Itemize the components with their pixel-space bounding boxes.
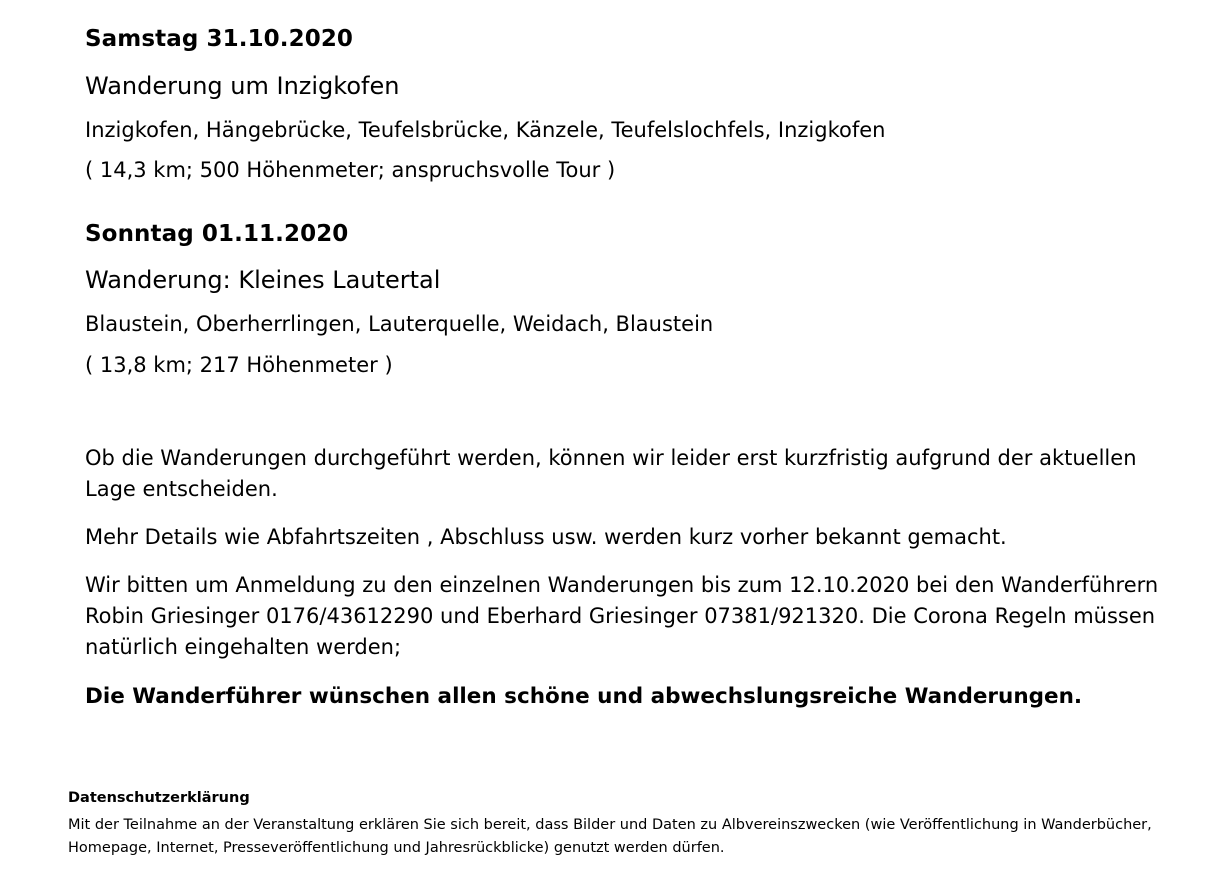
event-date: Samstag 31.10.2020 xyxy=(85,26,354,52)
event-date: Sonntag 01.11.2020 xyxy=(85,220,349,247)
note-paragraph: Ob die Wanderungen durchgeführt werden, können wir leider erst kurzfristig aufgrund der aktuellen Lage entscheiden. xyxy=(85,446,1137,502)
event-entry-1 xyxy=(85,22,1175,187)
event-title: Wanderung: Kleines Lautertal xyxy=(85,266,441,295)
event-route: Inzigkofen, Hängebrücke, Teufelsbrücke, Känzele, Teufelslochfels, Inzigkofen xyxy=(85,117,886,142)
privacy-notice-text: Mit der Teilnahme an der Veranstaltung erklären Sie sich bereit, dass Bilder und Daten zu Albvereinszwecken (wie Veröffentlichung in Wanderbücher, Homepage, Internet, Presseveröffentlichung und Jahresrückblicke) genutzt werden dürfen. xyxy=(68,816,1152,857)
privacy-notice xyxy=(68,788,1158,861)
closing-statement: Die Wanderführer wünschen allen schöne und abwechslungsreiche Wanderungen. xyxy=(85,684,1083,710)
event-stats: ( 14,3 km; 500 Höhenmeter; anspruchsvolle Tour ) xyxy=(85,158,616,183)
section-spacer xyxy=(85,187,1175,217)
event-entry-2 xyxy=(85,217,1175,382)
event-title: Wanderung um Inzigkofen xyxy=(85,71,400,100)
note-paragraph: Wir bitten um Anmeldung zu den einzelnen Wanderungen bis zum 12.10.2020 bei den Wanderführern Robin Griesinger 0176/43612290 und Eberhard Griesinger 07381/921320. Die Corona Regeln müssen natürlich eingehalten werden; xyxy=(85,572,1159,659)
note-paragraph: Mehr Details wie Abfahrtszeiten , Abschluss usw. werden kurz vorher bekannt gemacht. xyxy=(85,525,1007,549)
event-stats: ( 13,8 km; 217 Höhenmeter ) xyxy=(85,352,393,377)
section-spacer xyxy=(85,381,1175,443)
privacy-notice-title: Datenschutzerklärung xyxy=(68,790,250,806)
event-route: Blaustein, Oberherrlingen, Lauterquelle, Weidach, Blaustein xyxy=(85,312,714,337)
